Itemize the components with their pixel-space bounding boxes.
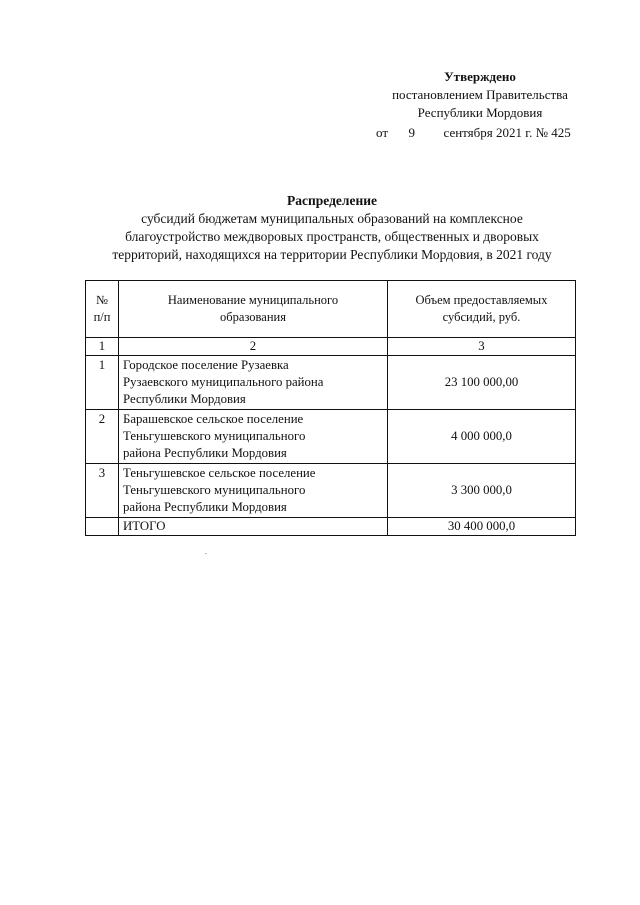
table-row [86,464,576,518]
index-cell-1: 1 [86,338,119,356]
approval-date-line [360,124,600,142]
document-number: № 425 [535,125,571,140]
row-amount: 3 300 000,0 [388,464,576,518]
row-name-line: Теньгушевского муниципального [123,429,306,443]
row-name-line: Городское поселение Рузаевка [123,358,289,372]
row-name [119,410,388,464]
row-amount: 23 100 000,00 [388,356,576,410]
date-day: 9 [408,125,416,140]
row-name-line: Теньгушевское сельское поселение [123,466,316,480]
approval-heading: Утверждено [444,69,516,84]
document-title: Распределение [286,193,378,208]
title-line-2: благоустройство междворовых пространств, общественных и дворовых [125,229,539,244]
row-name-line: Барашевское сельское поселение [123,412,304,426]
header-name [119,281,388,338]
subsidy-table [85,280,576,536]
total-label: ИТОГО [119,518,388,536]
row-num: 2 [86,410,119,464]
row-name-line: района Республики Мордовия [123,500,287,514]
index-cell-2: 2 [119,338,388,356]
table-header-row [86,281,576,338]
date-month-year: сентября 2021 г. [443,125,533,140]
header-name-line-2: образования [220,310,286,324]
row-amount: 4 000 000,0 [388,410,576,464]
row-name [119,356,388,410]
row-num: 3 [86,464,119,518]
row-name-line: Рузаевского муниципального района [123,375,324,389]
header-num-line-1: № [96,293,108,307]
date-prefix: от [376,125,389,140]
header-amount [388,281,576,338]
approval-line-1: постановлением Правительства [392,87,568,102]
title-line-1: субсидий бюджетам муниципальных образований на комплексное [141,211,523,226]
row-num: 1 [86,356,119,410]
total-amount: 30 400 000,0 [388,518,576,536]
row-name [119,464,388,518]
row-name-line: Республики Мордовия [123,392,246,406]
approval-stamp [360,68,600,142]
table-row [86,410,576,464]
approval-line-2: Республики Мордовия [417,105,543,120]
table-index-row [86,338,576,356]
table-total-row [86,518,576,536]
header-name-line-1: Наименование муниципального [167,293,339,307]
row-name-line: района Республики Мордовия [123,446,287,460]
header-amount-line-2: субсидий, руб. [442,310,521,324]
header-num [86,281,119,338]
index-cell-3: 3 [388,338,576,356]
total-num [86,518,119,536]
row-name-line: Теньгушевского муниципального [123,483,306,497]
header-amount-line-1: Объем предоставляемых [415,293,548,307]
document-title-block [84,192,580,264]
header-num-line-2: п/п [93,310,111,324]
table-row [86,356,576,410]
scan-speck [205,553,207,554]
title-line-3: территорий, находящихся на территории Республики Мордовия, в 2021 году [112,247,552,262]
